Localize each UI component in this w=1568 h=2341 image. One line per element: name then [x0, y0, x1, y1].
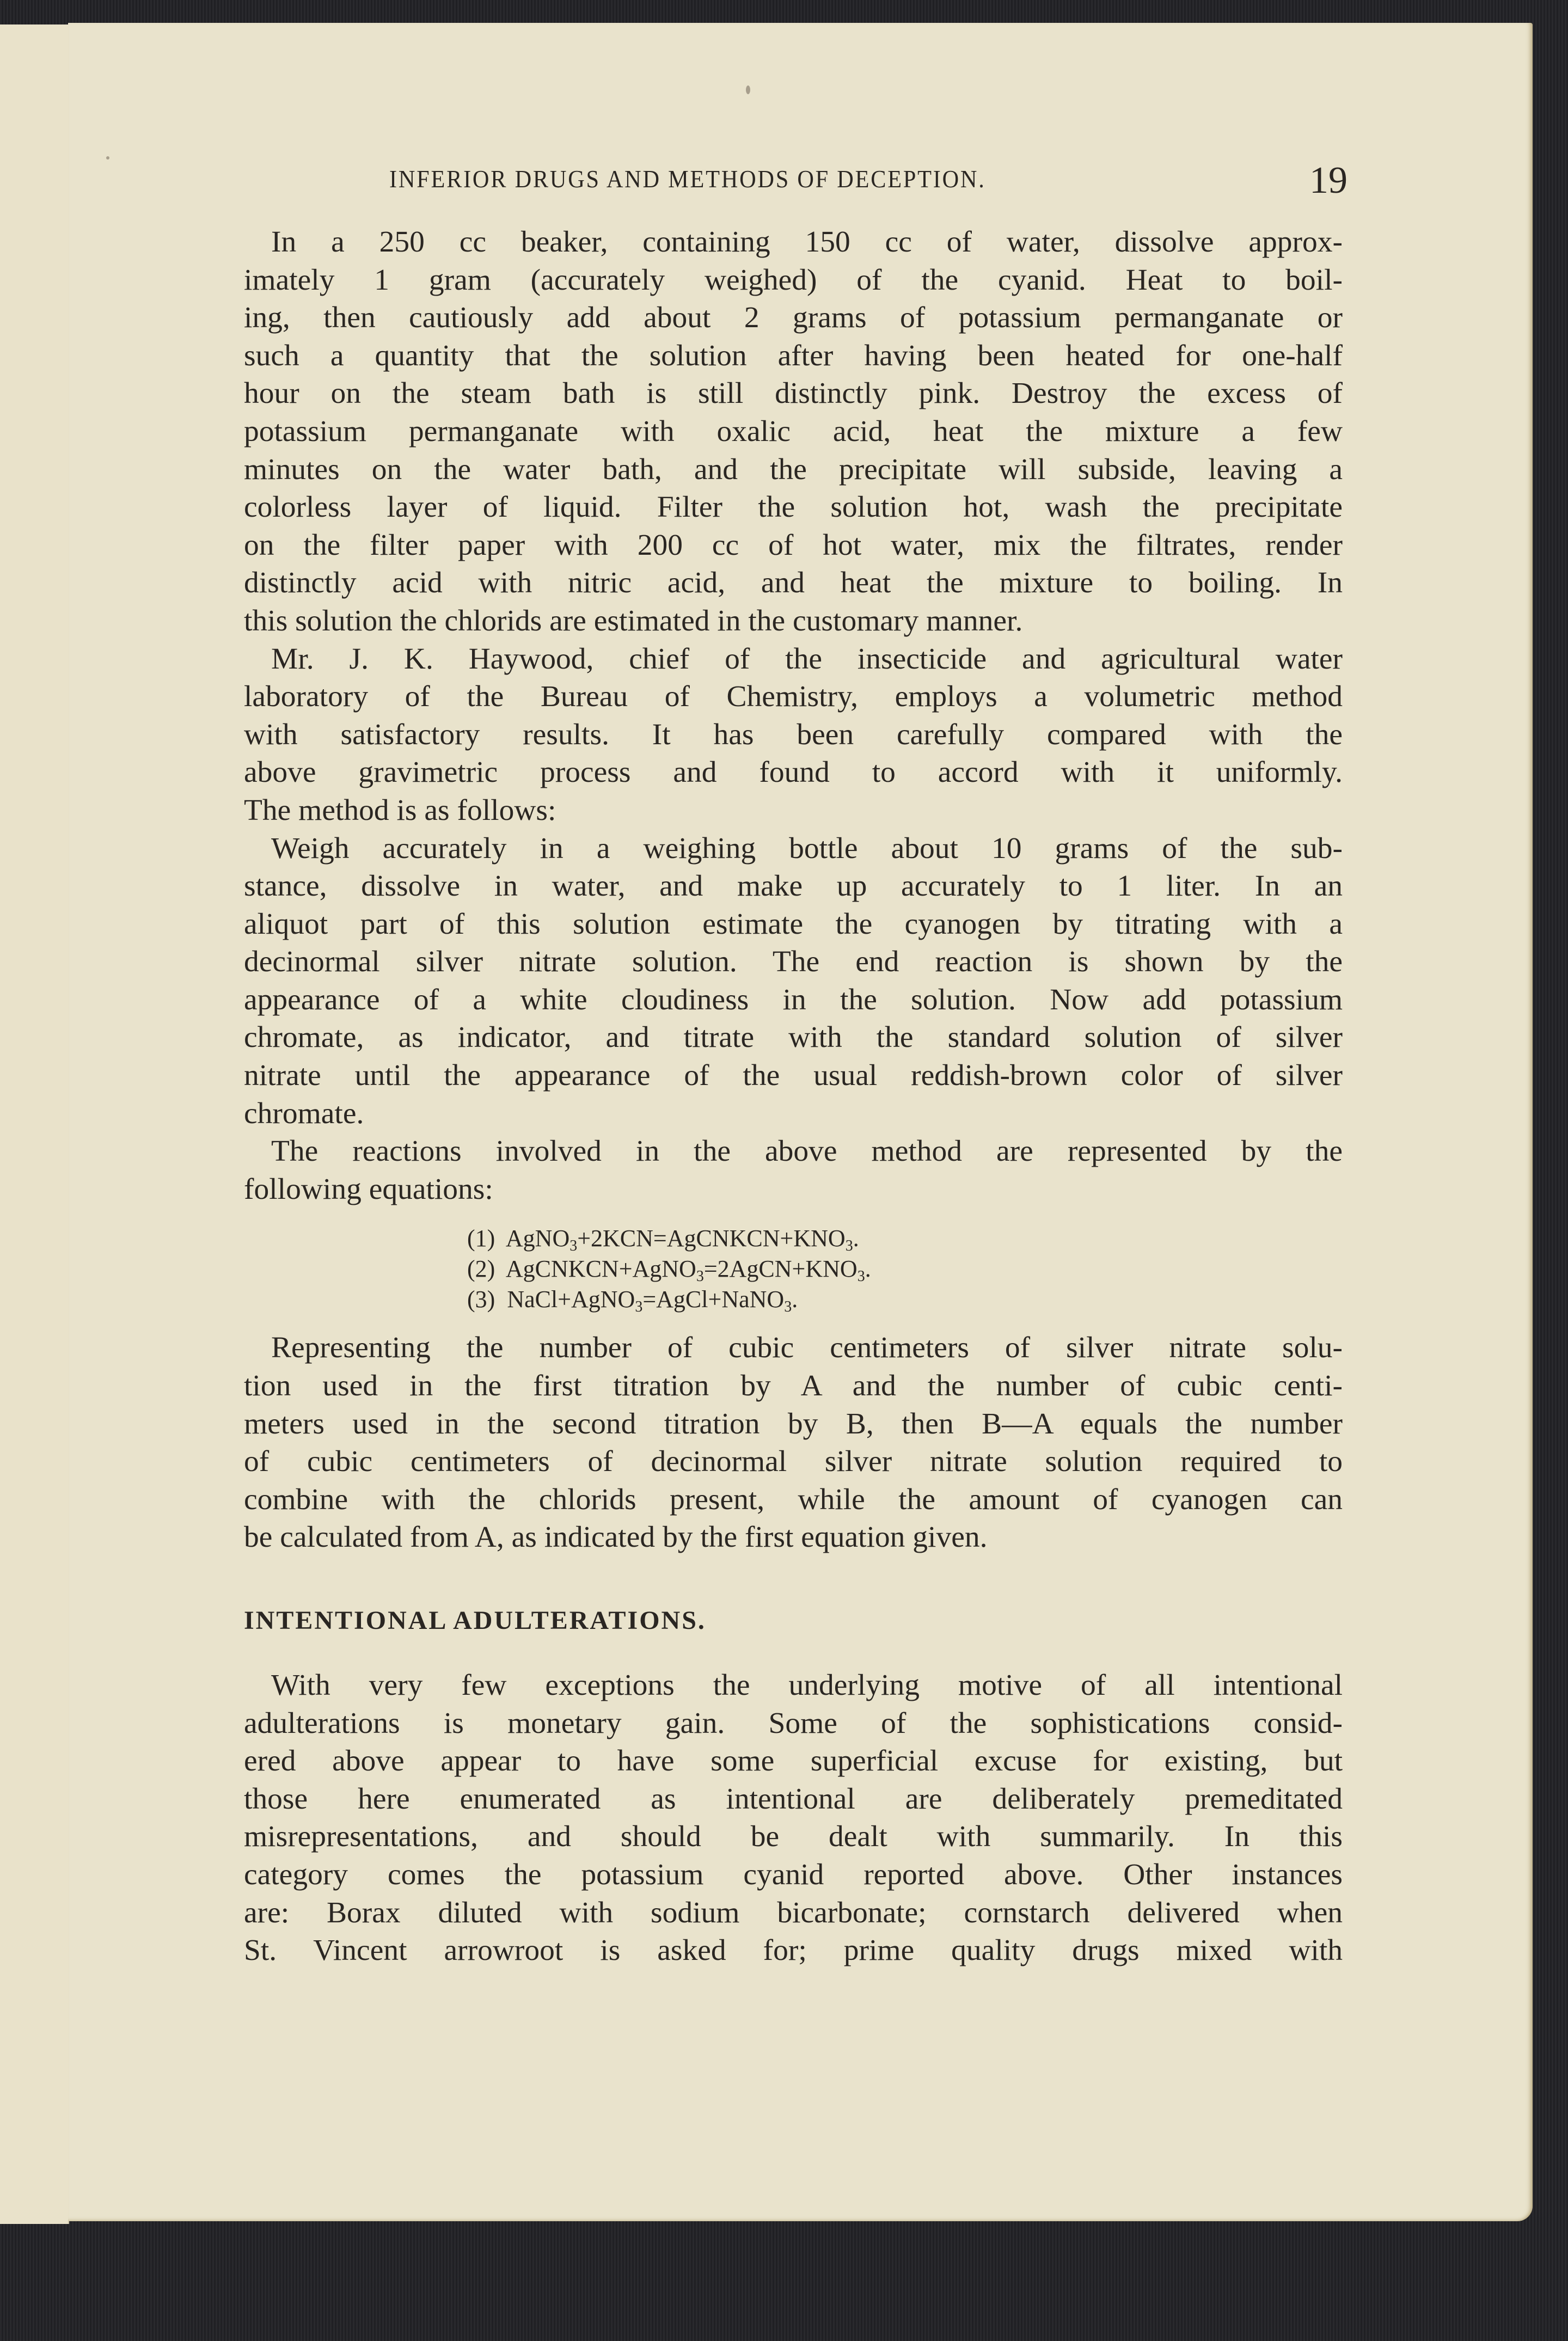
text-line: distinctly acid with nitric acid, and heat the mixture to boiling. In [244, 566, 1343, 600]
text-line: In a 250 cc beaker, containing 150 cc of water, dissolve approx- [271, 225, 1343, 259]
text-line: decinormal silver nitrate solution. The end reaction is shown by the [244, 945, 1343, 979]
text-line: above gravimetric process and found to accord with it uniformly. [244, 756, 1343, 789]
subscript: 3 [696, 1268, 704, 1285]
text-line: chromate. [244, 1096, 364, 1130]
paragraph [244, 1329, 1343, 1556]
text-line: laboratory of the Bureau of Chemistry, employs a volumetric method [244, 680, 1343, 714]
text-line: following equations: [244, 1172, 493, 1206]
text-line: those here enumerated as intentional are deliberately premeditated [244, 1782, 1343, 1816]
text-line: misrepresentations, and should be dealt with summarily. In this [244, 1820, 1343, 1854]
running-head [389, 159, 1347, 203]
equation-text: NaCl+AgNO [507, 1286, 635, 1313]
text-line: imately 1 gram (accurately weighed) of the cyanid. Heat to boil- [244, 263, 1343, 297]
subscript: 3 [784, 1298, 792, 1316]
paper-speck [746, 85, 750, 94]
text-line: With very few exceptions the underlying motive of all intentional [271, 1669, 1343, 1702]
text-line: ered above appear to have some superficial excuse for existing, but [244, 1744, 1343, 1778]
text-line: on the filter paper with 200 cc of hot water, mix the filtrates, render [244, 528, 1343, 562]
section-heading: INTENTIONAL ADULTERATIONS. [244, 1606, 706, 1635]
text-line: meters used in the second titration by B, then B—A equals the number [244, 1407, 1343, 1441]
subscript: 3 [635, 1298, 643, 1316]
equation-text: AgCNKCN+AgNO [505, 1255, 696, 1283]
paper-speck [106, 156, 109, 160]
text-line: Weigh accurately in a weighing bottle about 10 grams of the sub- [271, 831, 1343, 865]
text-line: with satisfactory results. It has been carefully compared with the [244, 718, 1343, 751]
subscript: 3 [857, 1268, 865, 1285]
text-line: such a quantity that the solution after having been heated for one-half [244, 339, 1343, 372]
equation-text: . [853, 1225, 859, 1252]
text-line: The method is as follows: [244, 793, 556, 827]
text-line: combine with the chlorids present, while the amount of cyanogen can [244, 1482, 1343, 1516]
text-line: chromate, as indicator, and titrate with the standard solution of silver [244, 1021, 1343, 1055]
subscript: 3 [845, 1237, 853, 1255]
text-line: Mr. J. K. Haywood, chief of the insecticide and agricultural water [271, 642, 1343, 676]
text-line: ing, then cautiously add about 2 grams of potassium permanganate or [244, 301, 1343, 335]
paragraph [244, 1666, 1343, 1970]
page-number: 19 [1309, 160, 1347, 201]
text-line: tion used in the first titration by A and the number of cubic centi- [244, 1369, 1343, 1403]
text-line: The reactions involved in the above method are represented by the [271, 1135, 1343, 1168]
equation-2 [467, 1254, 1343, 1284]
equation-text: +2KCN=AgCNKCN+KNO [577, 1225, 846, 1252]
facing-page-edge [0, 24, 69, 2224]
text-line: adulterations is monetary gain. Some of the sophistications consid- [244, 1706, 1343, 1740]
text-line: category comes the potassium cyanid reported above. Other instances [244, 1858, 1343, 1891]
text-line: aliquot part of this solution estimate the cyanogen by titrating with a [244, 907, 1343, 941]
text-line: hour on the steam bath is still distinctly pink. Destroy the excess of [244, 377, 1343, 410]
text-line: are: Borax diluted with sodium bicarbonate; cornstarch delivered when [244, 1896, 1343, 1929]
page-body [244, 223, 1343, 1970]
paragraph [244, 830, 1343, 1133]
paragraph [244, 640, 1343, 830]
running-title: INFERIOR DRUGS AND METHODS OF DECEPTION. [389, 165, 986, 193]
text-line: minutes on the water bath, and the precipitate will subside, leaving a [244, 452, 1343, 486]
text-line: appearance of a white cloudiness in the solution. Now add potassium [244, 983, 1343, 1016]
text-line: St. Vincent arrowroot is asked for; prime quality drugs mixed with [244, 1934, 1343, 1968]
paragraph [244, 1132, 1343, 1208]
equation-number: (2) [467, 1255, 495, 1283]
subscript: 3 [569, 1237, 578, 1255]
text-line: Representing the number of cubic centimeters of silver nitrate solu- [271, 1331, 1343, 1365]
equation-3 [467, 1284, 1343, 1315]
equation-1 [467, 1223, 1343, 1254]
text-line: be calculated from A, as indicated by the first equation given. [244, 1521, 988, 1554]
text-line: stance, dissolve in water, and make up accurately to 1 liter. In an [244, 869, 1343, 903]
text-line: this solution the chlorids are estimated in the customary manner. [244, 604, 1023, 638]
text-line: colorless layer of liquid. Filter the solution hot, wash the precipitate [244, 491, 1343, 524]
equation-text: . [865, 1255, 871, 1283]
equation-text: AgNO [505, 1225, 570, 1252]
equation-text: . [792, 1286, 798, 1313]
equation-text: =AgCl+NaNO [642, 1286, 785, 1313]
equation-number: (3) [467, 1286, 495, 1313]
text-line: potassium permanganate with oxalic acid, heat the mixture a few [244, 414, 1343, 448]
text-line: of cubic centimeters of decinormal silver nitrate solution required to [244, 1445, 1343, 1479]
paragraph [244, 223, 1343, 640]
equation-list [244, 1223, 1343, 1315]
text-line: nitrate until the appearance of the usual reddish-brown color of silver [244, 1059, 1343, 1093]
equation-number: (1) [467, 1225, 495, 1252]
equation-text: =2AgCN+KNO [703, 1255, 857, 1283]
